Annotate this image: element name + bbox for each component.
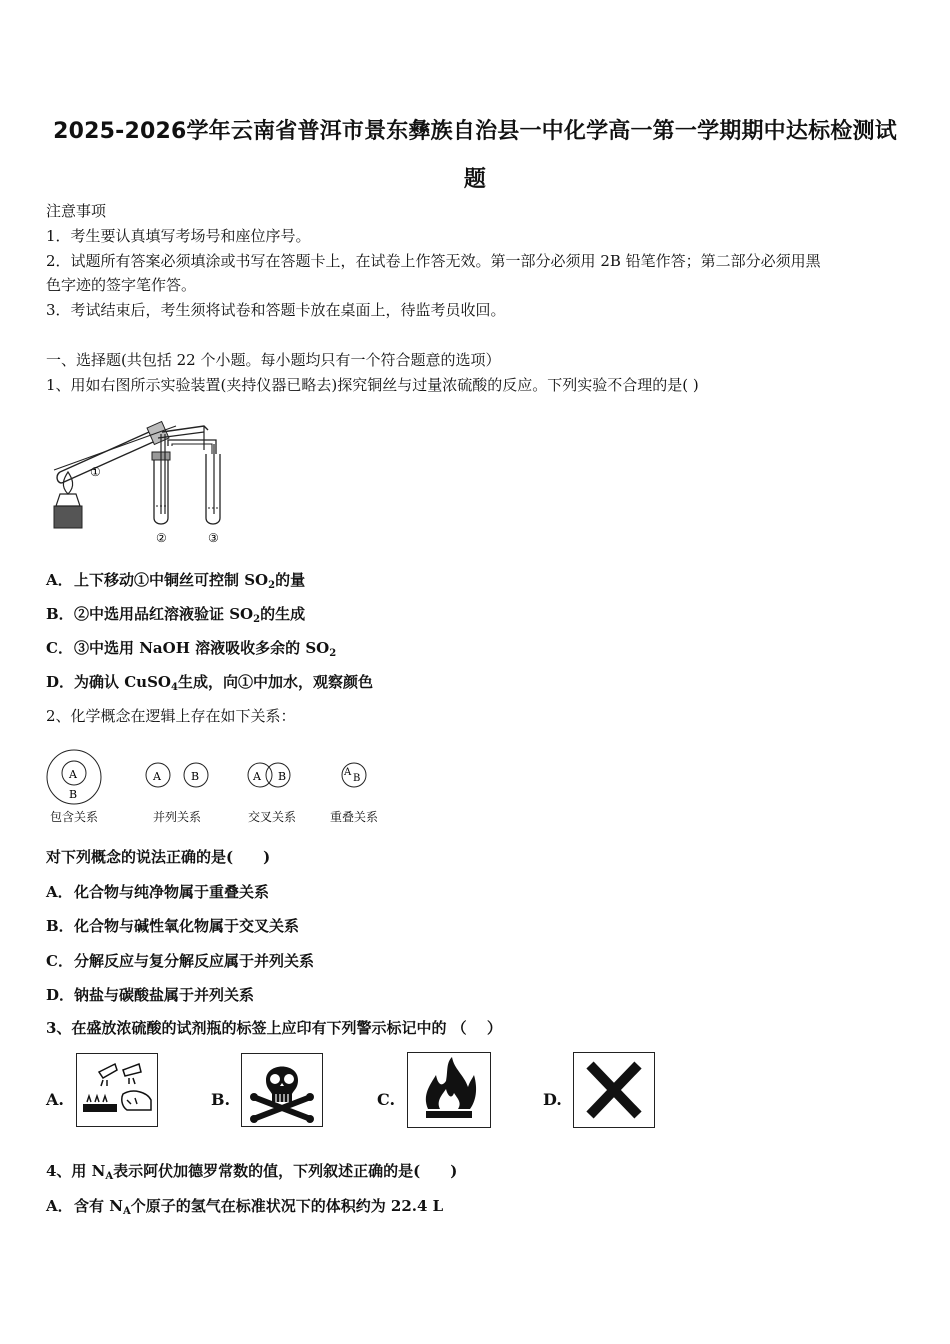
page-title-continued: 题 [463,167,487,192]
intersection-b: B [278,770,287,783]
overlap-a: A [344,767,352,778]
q3-option-b-label[interactable]: B. [211,1090,231,1109]
label-intersection: 交叉关系 [248,810,297,824]
notice-item: 1．考生要认真填写考场号和座位序号。 [46,227,311,245]
harmful-x-icon[interactable] [573,1052,655,1128]
q2-option-a[interactable]: A．化合物与纯净物属于重叠关系 [46,883,270,901]
notice-item: 2．试题所有答案必须填涂或书写在答题卡上，在试卷上作答无效。第一部分必须用 2B 铅笔作答；第二部分必须用黑 [46,252,821,270]
flammable-flame-icon[interactable] [407,1052,491,1128]
q1-option-d[interactable]: D．为确认 CuSO$_4$生成，向①中加水，观察颜色 [46,673,373,693]
parallel-b: B [191,770,200,783]
notice-heading: 注意事项 [46,202,107,220]
flame-icon [63,472,72,494]
section-title: 一、选择题(共包括 22 个小题。每小题均只有一个符合题意的选项） [46,351,501,369]
notice-item: 3．考试结束后，考生须将试卷和答题卡放在桌面上，待监考员收回。 [46,301,506,319]
q4-option-a[interactable]: A．含有 $N_A$个原子的氢气在标准状况下的体积约为 22.4 L [46,1197,444,1217]
question-2-prompt: 对下列概念的说法正确的是( ) [46,848,271,866]
q2-option-d[interactable]: D．钠盐与碳酸盐属于并列关系 [46,986,255,1004]
experiment-apparatus-figure [46,410,236,550]
question-3-stem: 3、在盛放浓硫酸的试剂瓶的标签上应印有下列警示标记中的 （ ） [46,1019,502,1037]
parallel-a: A [153,770,161,783]
corrosive-icon[interactable] [76,1053,158,1127]
question-4-stem: 4、用 $N_A$表示阿伏加德罗常数的值，下列叙述正确的是( ) [46,1162,458,1182]
question-1-stem: 1、用如右图所示实验装置(夹持仪器已略去)探究铜丝与过量浓硫酸的反应。下列实验不合理的是( ) [46,376,699,394]
label-circled-1: ① [90,465,101,479]
q3-option-a-label[interactable]: A. [46,1090,64,1109]
toxic-skull-icon[interactable] [241,1053,323,1127]
q2-option-c[interactable]: C．分解反应与复分解反应属于并列关系 [46,952,315,970]
q1-option-c[interactable]: C．③中选用 NaOH 溶液吸收多余的 $SO_2$ [46,639,337,659]
q1-option-b[interactable]: B．②中选用品红溶液验证 $SO_2$的生成 [46,605,306,625]
label-circled-3: ③ [208,531,219,545]
label-parallel: 并列关系 [153,810,202,824]
page-title: 2025-2026学年云南省普洱市景东彝族自治县一中化学高一第一学期期中达标检测试 [53,119,897,144]
q3-option-c-label[interactable]: C. [377,1090,396,1109]
concept-relation-diagram [44,745,394,807]
q1-option-a[interactable]: A．上下移动①中铜丝可控制 $SO_2$的量 [46,571,306,591]
containment-b: B [69,788,78,801]
q2-option-b[interactable]: B．化合物与碱性氧化物属于交叉关系 [46,917,300,935]
q3-option-d-label[interactable]: D. [543,1090,562,1109]
burner-base-icon [54,506,82,528]
overlap-b: B [353,773,361,784]
intersection-a: A [253,770,261,783]
label-circled-2: ② [156,531,167,545]
notice-item: 色字迹的签字笔作答。 [46,276,197,294]
label-containment: 包含关系 [50,810,99,824]
containment-a: A [69,768,77,781]
question-2-stem: 2、化学概念在逻辑上存在如下关系： [46,707,296,725]
label-overlap: 重叠关系 [330,810,379,824]
